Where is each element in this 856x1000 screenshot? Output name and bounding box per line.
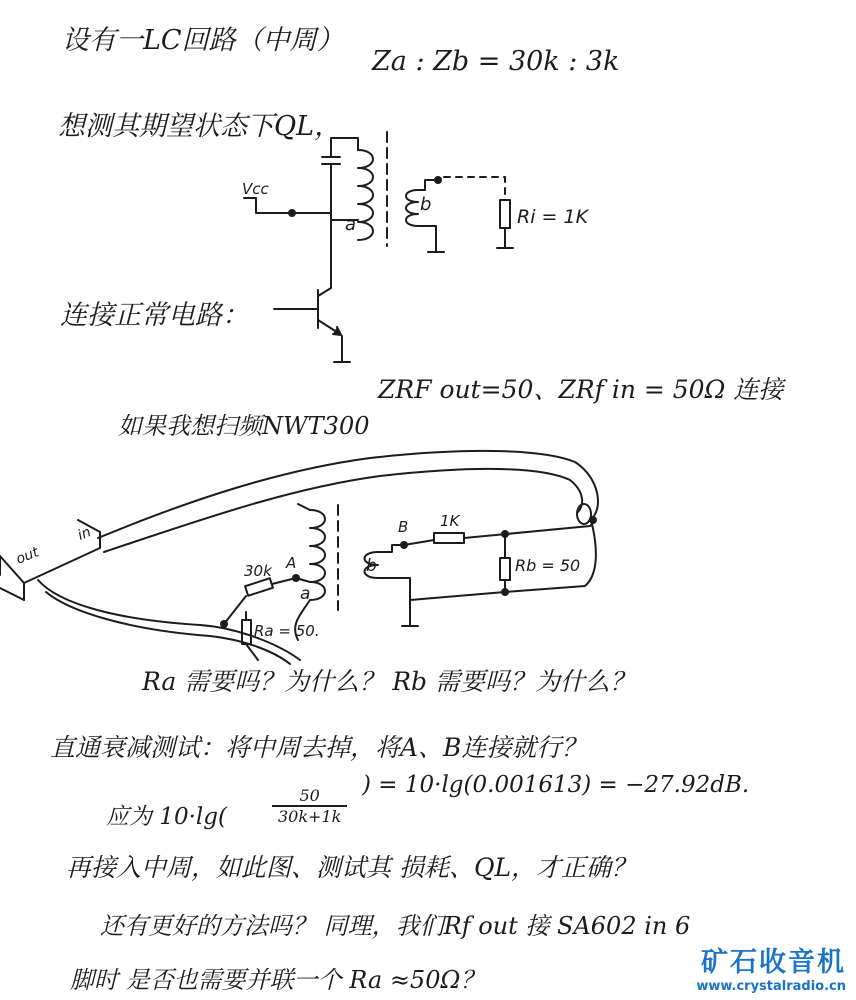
coil-b-label: b bbox=[420, 194, 432, 215]
r1k-resistor bbox=[434, 533, 464, 543]
watermark-title: 矿石收音机 bbox=[701, 947, 846, 978]
r30k-resistor bbox=[245, 578, 273, 596]
rb-node-bottom bbox=[502, 589, 508, 595]
note-line-2: 想测其期望状态下QL， bbox=[58, 111, 342, 142]
ri-label: Ri = 1K bbox=[517, 206, 589, 228]
ra-label: Ra = 50. bbox=[254, 622, 320, 640]
instrument-box-edge bbox=[0, 588, 24, 600]
calc-denominator: 30k+1k bbox=[278, 807, 342, 826]
node-A-label: A bbox=[286, 554, 297, 572]
in-cable-inner bbox=[104, 469, 582, 552]
question-reinsert: 再接入中周，如此图、测试其 损耗、QL，才正确？ bbox=[66, 853, 637, 882]
primary-coil bbox=[358, 150, 373, 240]
coil-a2-label: a bbox=[300, 584, 311, 604]
question-sa602: 脚时 是否也需要并联一个 Ra ≈50Ω？ bbox=[70, 966, 485, 994]
rb-label: Rb = 50 bbox=[515, 556, 581, 575]
coil-b2-label: b bbox=[366, 556, 377, 576]
calc-prefix: 应为 10·lg( bbox=[106, 804, 227, 830]
impedance-ratio: Za : Zb = 30k : 3k bbox=[372, 46, 620, 77]
watermark-url: www.crystalradio.cn bbox=[696, 979, 846, 994]
ri-resistor bbox=[500, 200, 510, 228]
secondary-lead-bottom bbox=[418, 226, 436, 252]
r30k-label: 30k bbox=[244, 562, 272, 580]
calc-fraction bbox=[272, 786, 347, 826]
r1k-lead-2 bbox=[464, 522, 594, 538]
site-watermark bbox=[696, 940, 846, 994]
note-line-1: 设有一LC回路（中周） bbox=[62, 25, 344, 56]
secondary-top bbox=[378, 545, 404, 552]
question-better-method: 还有更好的方法吗？ 同理，我们Rf out 接 SA602 in 6 bbox=[100, 912, 691, 940]
primary-top-lead bbox=[298, 504, 310, 510]
secondary-bottom bbox=[378, 578, 410, 626]
r1k-label: 1K bbox=[440, 512, 460, 530]
vcc-wire bbox=[244, 198, 331, 213]
calc-suffix: ) = 10·lg(0.001613) = −27.92dB. bbox=[362, 772, 750, 798]
ra-resistor bbox=[242, 620, 251, 644]
cable-end-ring bbox=[577, 504, 591, 524]
r1k-lead bbox=[404, 540, 434, 545]
question-ra-rb: Ra 需要吗？为什么？ Rb 需要吗？为什么？ bbox=[142, 667, 635, 696]
calc-numerator: 50 bbox=[272, 786, 347, 807]
note-line-4: 如果我想扫频NWT300 bbox=[118, 412, 370, 440]
question-direct-test: 直通衰减测试：将中周去掉，将A、B连接就行？ bbox=[50, 733, 587, 762]
circuit-1 bbox=[244, 132, 513, 362]
note-line-3: 连接正常电路： bbox=[60, 300, 249, 331]
ri-dashed-wire bbox=[444, 177, 505, 196]
secondary-node bbox=[435, 177, 441, 183]
coil-a-label: a bbox=[345, 214, 357, 235]
primary-coil-2 bbox=[310, 510, 325, 600]
vcc-node bbox=[289, 210, 295, 216]
in-cable-outer bbox=[98, 451, 598, 538]
rf-impedance-line: ZRF out=50、ZRf in = 50Ω 连接 bbox=[378, 375, 784, 404]
vcc-label: Vcc bbox=[242, 180, 269, 198]
secondary-coil bbox=[406, 190, 418, 226]
node-B-label: B bbox=[398, 518, 409, 536]
out-label: out bbox=[13, 544, 42, 568]
in-label: in bbox=[75, 524, 94, 544]
collector-wire bbox=[318, 260, 331, 296]
rb-resistor bbox=[500, 558, 510, 580]
